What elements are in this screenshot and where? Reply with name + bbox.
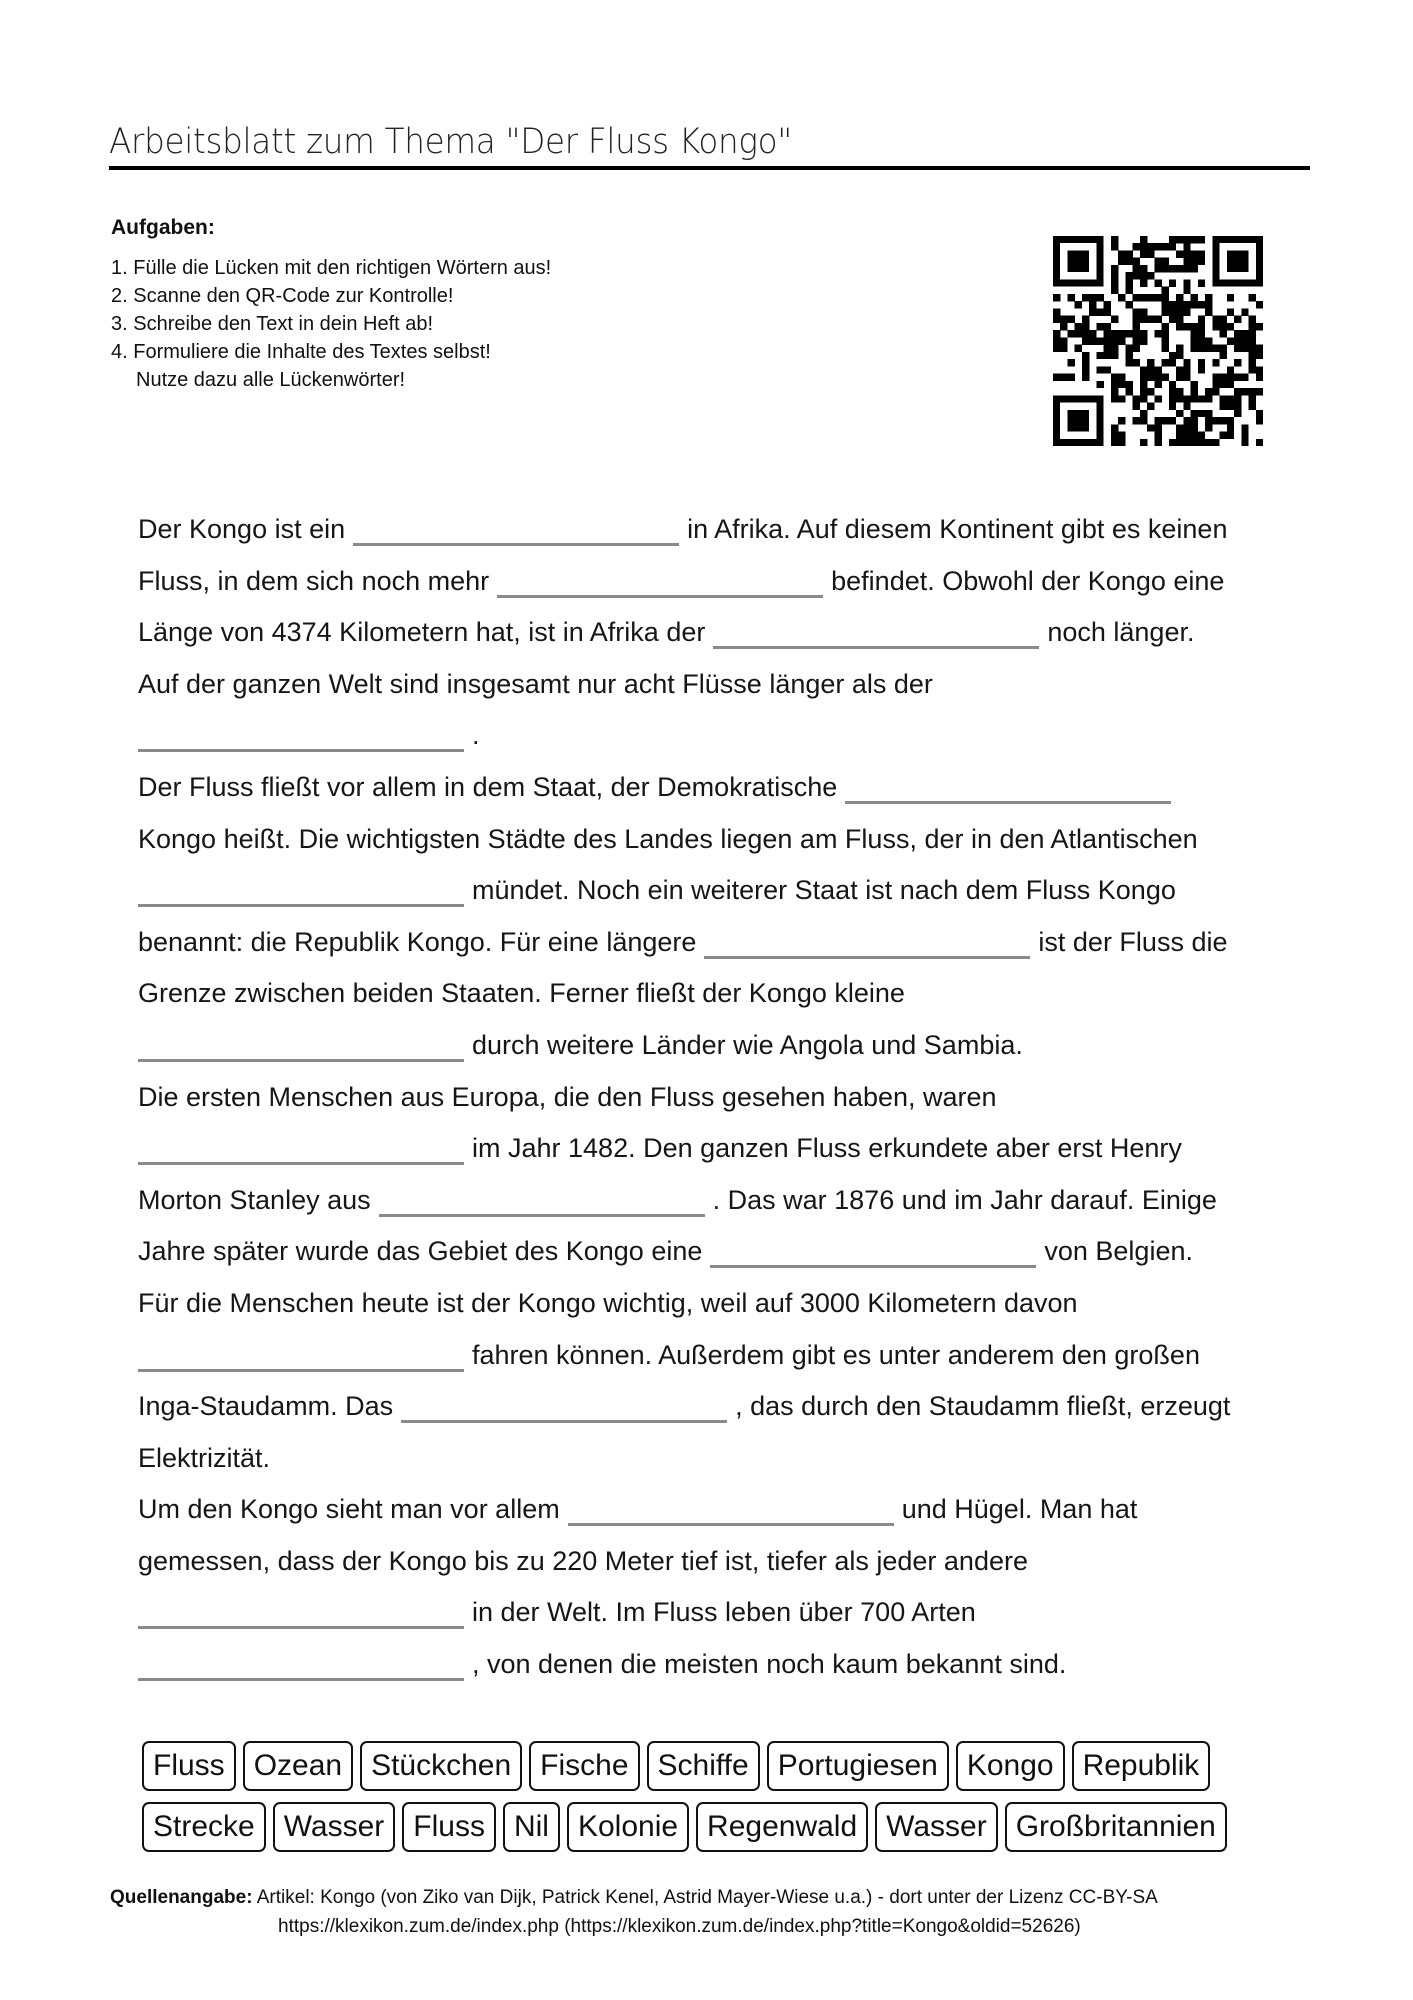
cloze-line — [138, 1433, 1298, 1485]
word-chip[interactable]: Fische — [529, 1741, 639, 1791]
cloze-text-segment: . — [472, 720, 480, 751]
cloze-text-segment: ist der Fluss die — [1038, 926, 1228, 957]
answer-blank[interactable] — [138, 902, 464, 907]
cloze-line — [138, 1072, 1298, 1124]
cloze-text-segment: Der Fluss fließt vor allem in dem Staat, der Demokratische — [138, 771, 838, 802]
cloze-line — [138, 710, 1298, 762]
cloze-text-segment: und Hügel. Man hat — [901, 1494, 1138, 1525]
word-chip[interactable]: Strecke — [142, 1802, 266, 1852]
word-chip[interactable]: Fluss — [142, 1741, 236, 1791]
cloze-line — [138, 556, 1298, 608]
answer-blank[interactable] — [710, 1263, 1036, 1268]
answer-blank[interactable] — [379, 1212, 705, 1217]
cloze-text-segment: . Das war 1876 und im Jahr darauf. Einige — [712, 1184, 1217, 1215]
cloze-text-segment: Für die Menschen heute ist der Kongo wichtig, weil auf 3000 Kilometern davon — [138, 1287, 1078, 1318]
title-divider — [109, 166, 1310, 170]
cloze-text-segment: benannt: die Republik Kongo. Für eine längere — [138, 926, 697, 957]
answer-blank[interactable] — [353, 541, 679, 546]
cloze-text-segment: , von denen die meisten noch kaum bekannt sind. — [472, 1649, 1067, 1680]
cloze-line — [138, 1020, 1298, 1072]
cloze-text-segment: Jahre später wurde das Gebiet des Kongo eine — [138, 1236, 703, 1267]
cloze-text-segment: in Afrika. Auf diesem Kontinent gibt es keinen — [687, 514, 1228, 544]
cloze-line — [138, 917, 1298, 969]
cloze-line — [138, 1175, 1298, 1227]
word-bank — [142, 1741, 1227, 1863]
task-item: 3. Schreibe den Text in dein Heft ab! — [111, 313, 434, 335]
cloze-text-segment: Länge von 4374 Kilometern hat, ist in Afrika der — [138, 617, 706, 648]
cloze-line — [138, 814, 1298, 866]
word-bank-row — [142, 1802, 1227, 1852]
cloze-text-segment: Auf der ganzen Welt sind insgesamt nur acht Flüsse länger als der — [138, 668, 933, 699]
cloze-text-segment: Der Kongo ist ein — [138, 514, 346, 544]
source-url[interactable]: https://klexikon.zum.de/index.php (https://klexikon.zum.de/index.php?title=Kongo&oldid=52626) — [278, 1916, 1081, 1937]
cloze-text-segment: durch weitere Länder wie Angola und Sambia. — [472, 1029, 1023, 1060]
cloze-line — [138, 762, 1298, 814]
word-chip[interactable]: Schiffe — [647, 1741, 760, 1791]
word-chip[interactable]: Wasser — [273, 1802, 396, 1852]
cloze-text-segment: Grenze zwischen beiden Staaten. Ferner fließt der Kongo kleine — [138, 978, 905, 1009]
task-list — [111, 254, 551, 394]
task-item: 2. Scanne den QR-Code zur Kontrolle! — [111, 285, 454, 307]
cloze-text-segment: noch länger. — [1047, 617, 1195, 648]
cloze-text — [138, 504, 1298, 1691]
cloze-line — [138, 1381, 1298, 1433]
word-chip[interactable]: Großbritannien — [1005, 1802, 1227, 1852]
cloze-text-segment: Fluss, in dem sich noch mehr — [138, 565, 490, 596]
cloze-text-segment: mündet. Noch ein weiterer Staat ist nach dem Fluss Kongo — [472, 875, 1176, 906]
cloze-line — [138, 968, 1298, 1020]
source-attribution — [110, 1883, 1158, 1941]
word-chip[interactable]: Nil — [503, 1802, 560, 1852]
answer-blank[interactable] — [138, 1676, 464, 1681]
cloze-line — [138, 865, 1298, 917]
cloze-line — [138, 1330, 1298, 1382]
qr-code-icon[interactable] — [1053, 236, 1263, 446]
cloze-text-segment: in der Welt. Im Fluss leben über 700 Arten — [472, 1597, 976, 1628]
worksheet-title: Arbeitsblatt zum Thema "Der Fluss Kongo" — [109, 122, 792, 162]
answer-blank[interactable] — [704, 954, 1030, 959]
cloze-line — [138, 504, 1298, 556]
cloze-line — [138, 1226, 1298, 1278]
cloze-text-segment: , das durch den Staudamm fließt, erzeugt — [735, 1391, 1231, 1422]
word-chip[interactable]: Republik — [1072, 1741, 1211, 1791]
cloze-text-segment: Um den Kongo sieht man vor allem — [138, 1494, 560, 1525]
cloze-text-segment: Elektrizität. — [138, 1442, 271, 1473]
source-text: Artikel: Kongo (von Ziko van Dijk, Patrick Kenel, Astrid Mayer-Wiese u.a.) - dort unter der Lizenz CC-BY-SA — [252, 1887, 1158, 1908]
word-chip[interactable]: Kolonie — [567, 1802, 689, 1852]
answer-blank[interactable] — [138, 1160, 464, 1165]
tasks-heading: Aufgaben: — [111, 216, 215, 239]
word-bank-row — [142, 1741, 1227, 1791]
cloze-text-segment: im Jahr 1482. Den ganzen Fluss erkundete aber erst Henry — [472, 1133, 1182, 1164]
cloze-line — [138, 1536, 1298, 1588]
word-chip[interactable]: Regenwald — [696, 1802, 868, 1852]
answer-blank[interactable] — [401, 1418, 727, 1423]
cloze-text-segment: Inga-Staudamm. Das — [138, 1391, 394, 1422]
cloze-line — [138, 607, 1298, 659]
answer-blank[interactable] — [497, 593, 823, 598]
answer-blank[interactable] — [713, 644, 1039, 649]
word-chip[interactable]: Wasser — [875, 1802, 998, 1852]
answer-blank[interactable] — [138, 1367, 464, 1372]
word-chip[interactable]: Fluss — [402, 1802, 496, 1852]
task-item: 1. Fülle die Lücken mit den richtigen Wörtern aus! — [111, 257, 552, 279]
word-chip[interactable]: Stückchen — [360, 1741, 522, 1791]
cloze-text-segment: Kongo heißt. Die wichtigsten Städte des Landes liegen am Fluss, der in den Atlantischen — [138, 823, 1198, 854]
cloze-text-segment: Morton Stanley aus — [138, 1184, 371, 1215]
task-item: 4. Formuliere die Inhalte des Textes selbst! — [111, 341, 491, 363]
answer-blank[interactable] — [138, 1057, 464, 1062]
word-chip[interactable]: Portugiesen — [767, 1741, 949, 1791]
answer-blank[interactable] — [138, 1624, 464, 1629]
word-chip[interactable]: Ozean — [243, 1741, 353, 1791]
answer-blank[interactable] — [845, 799, 1171, 804]
cloze-text-segment: fahren können. Außerdem gibt es unter anderem den großen — [472, 1339, 1200, 1370]
task-item-continuation: Nutze dazu alle Lückenwörter! — [136, 369, 406, 391]
cloze-text-segment: von Belgien. — [1044, 1236, 1193, 1267]
answer-blank[interactable] — [568, 1521, 894, 1526]
cloze-line — [138, 1587, 1298, 1639]
cloze-text-segment: gemessen, dass der Kongo bis zu 220 Meter tief ist, tiefer als jeder andere — [138, 1545, 1028, 1576]
cloze-line — [138, 1484, 1298, 1536]
source-label: Quellenangabe: — [110, 1887, 253, 1908]
word-chip[interactable]: Kongo — [956, 1741, 1065, 1791]
cloze-line — [138, 1123, 1298, 1175]
cloze-text-segment: befindet. Obwohl der Kongo eine — [831, 565, 1225, 596]
cloze-line — [138, 1278, 1298, 1330]
cloze-line — [138, 659, 1298, 711]
cloze-line — [138, 1639, 1298, 1691]
answer-blank[interactable] — [138, 747, 464, 752]
cloze-text-segment: Die ersten Menschen aus Europa, die den Fluss gesehen haben, waren — [138, 1081, 997, 1112]
